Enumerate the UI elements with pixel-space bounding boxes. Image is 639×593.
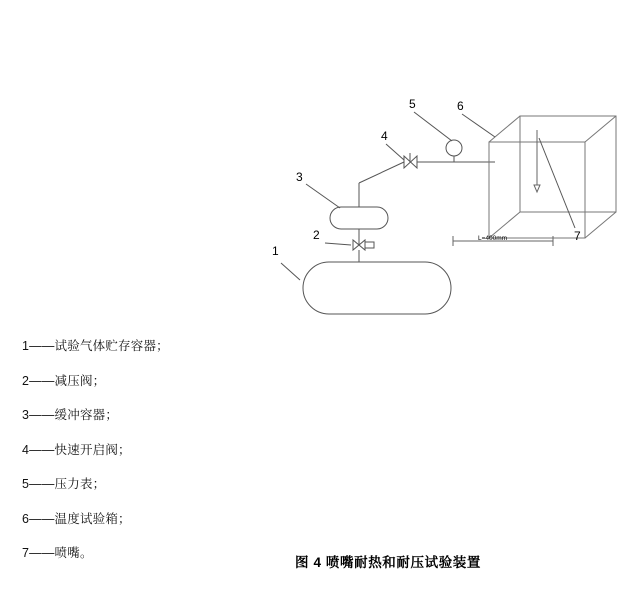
callout-3: 3 — [296, 170, 303, 184]
callout-4: 4 — [381, 129, 388, 143]
callout-7: 7 — [574, 229, 581, 243]
gas-storage-vessel — [303, 262, 451, 314]
nozzle — [534, 185, 540, 192]
legend-item-7: 7——喷嘴。 — [22, 546, 93, 560]
legend-item-5: 5——压力表； — [22, 477, 106, 491]
callout-5: 5 — [409, 97, 416, 111]
legend-item-4: 4——快速开启阀； — [22, 442, 131, 457]
callout-2: 2 — [313, 228, 320, 242]
dimension-label: L=400mm — [478, 235, 508, 242]
legend-item-6: 6——温度试验箱； — [22, 511, 131, 526]
legend-list — [22, 340, 322, 582]
buffer-vessel — [330, 207, 388, 229]
pressure-gauge — [446, 140, 462, 156]
callout-6: 6 — [457, 99, 464, 113]
callout-1: 1 — [272, 244, 279, 258]
legend-item-2: 2——减压阀； — [22, 373, 106, 388]
figure-caption: 图 4 喷嘴耐热和耐压试验装置 — [295, 555, 482, 570]
legend-item-3: 3——缓冲容器； — [22, 408, 119, 422]
legend-item-1: 1——试验气体贮存容器； — [22, 339, 169, 353]
